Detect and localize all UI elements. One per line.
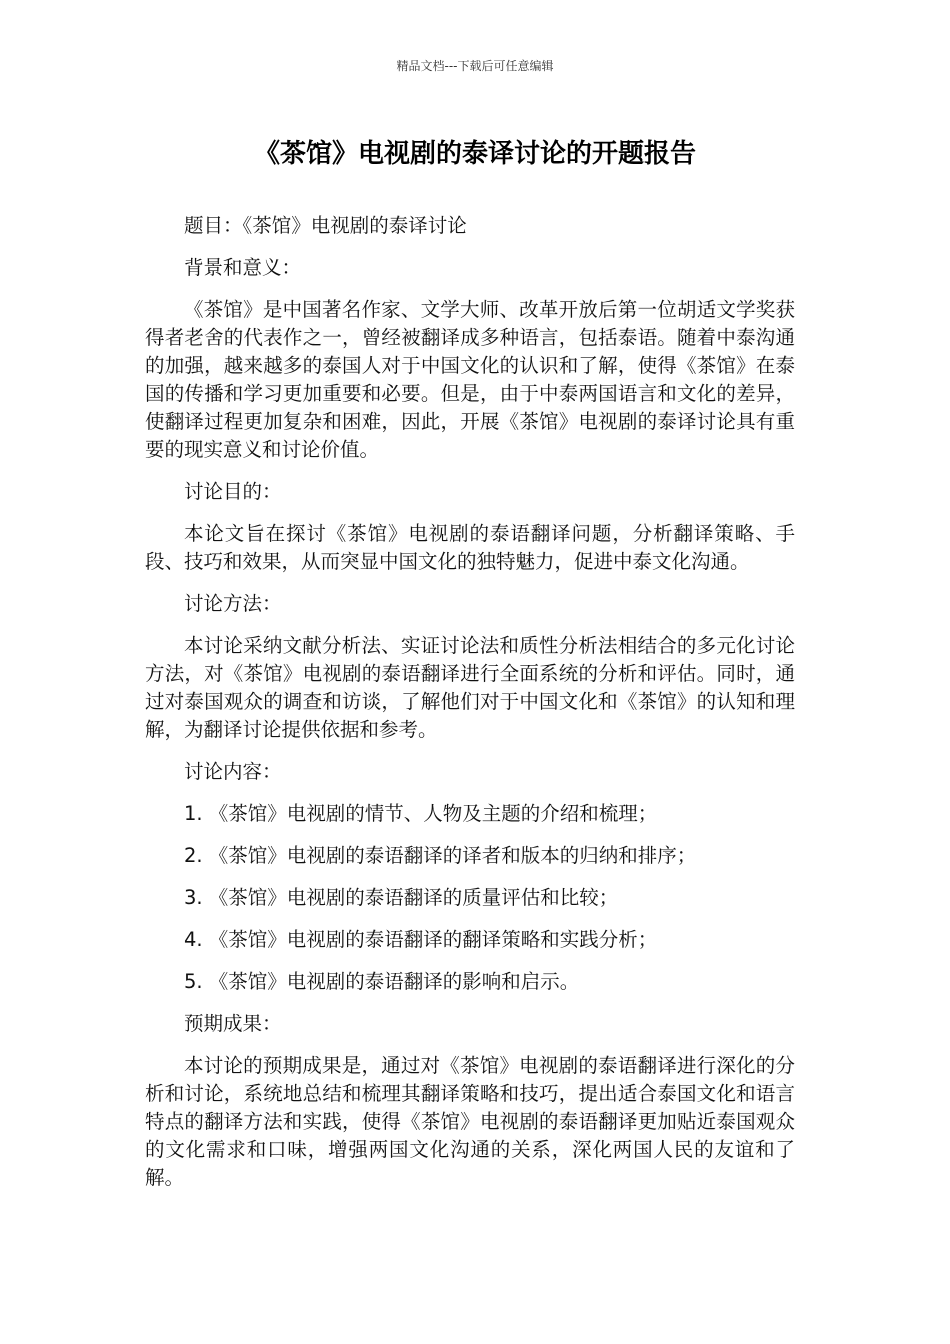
- content-list-item: 2. 《茶馆》电视剧的泰语翻译的译者和版本的归纳和排序；: [184, 844, 697, 867]
- outcome-paragraph: 本讨论的预期成果是，通过对《茶馆》电视剧的泰语翻译进行深化的分析和讨论，系统地总结和梳理其翻译策略和技巧，提出适合泰国文化和语言特点的翻译方法和实践，使得《茶馆》电视剧的泰语翻译更加贴近泰国观众的文化需求和口味，增强两国文化沟通的关系，深化两国人民的友谊和了解。: [145, 1054, 795, 1189]
- content-list-item: 5. 《茶馆》电视剧的泰语翻译的影响和启示。: [184, 970, 580, 993]
- method-label: 讨论方法：: [184, 592, 282, 615]
- topic-line: 题目：《茶馆》电视剧的泰译讨论: [184, 214, 467, 237]
- outcome-label: 预期成果：: [184, 1012, 282, 1035]
- background-label: 背景和意义：: [184, 256, 302, 279]
- background-paragraph: 《茶馆》是中国著名作家、文学大师、改革开放后第一位胡适文学奖获得者老舍的代表作之一，曾经被翻译成多种语言，包括泰语。随着中泰沟通的加强，越来越多的泰国人对于中国文化的认识和了解，使得《茶馆》在泰国的传播和学习更加重要和必要。但是，由于中泰两国语言和文化的差异，使翻译过程更加复杂和困难，因此，开展《茶馆》电视剧的泰译讨论具有重要的现实意义和讨论价值。: [145, 298, 795, 461]
- document-body: [145, 212, 795, 1206]
- header-note: 精品文档---下载后可任意编辑: [396, 59, 554, 73]
- content-list-item: 4. 《茶馆》电视剧的泰语翻译的翻译策略和实践分析；: [184, 928, 658, 951]
- content-list-item: 1. 《茶馆》电视剧的情节、人物及主题的介绍和梳理；: [184, 802, 658, 825]
- purpose-label: 讨论目的：: [184, 480, 282, 503]
- content-list-item: 3. 《茶馆》电视剧的泰语翻译的质量评估和比较；: [184, 886, 619, 909]
- content-label: 讨论内容：: [184, 760, 282, 783]
- purpose-paragraph: 本论文旨在探讨《茶馆》电视剧的泰语翻译问题，分析翻译策略、手段、技巧和效果，从而突显中国文化的独特魅力，促进中泰文化沟通。: [145, 522, 795, 573]
- method-paragraph: 本讨论采纳文献分析法、实证讨论法和质性分析法相结合的多元化讨论方法，对《茶馆》电视剧的泰语翻译进行全面系统的分析和评估。同时，通过对泰国观众的调查和访谈，了解他们对于中国文化和《茶馆》的认知和理解，为翻译讨论提供依据和参考。: [145, 634, 795, 741]
- document-title: 《茶馆》电视剧的泰译讨论的开题报告: [253, 139, 696, 169]
